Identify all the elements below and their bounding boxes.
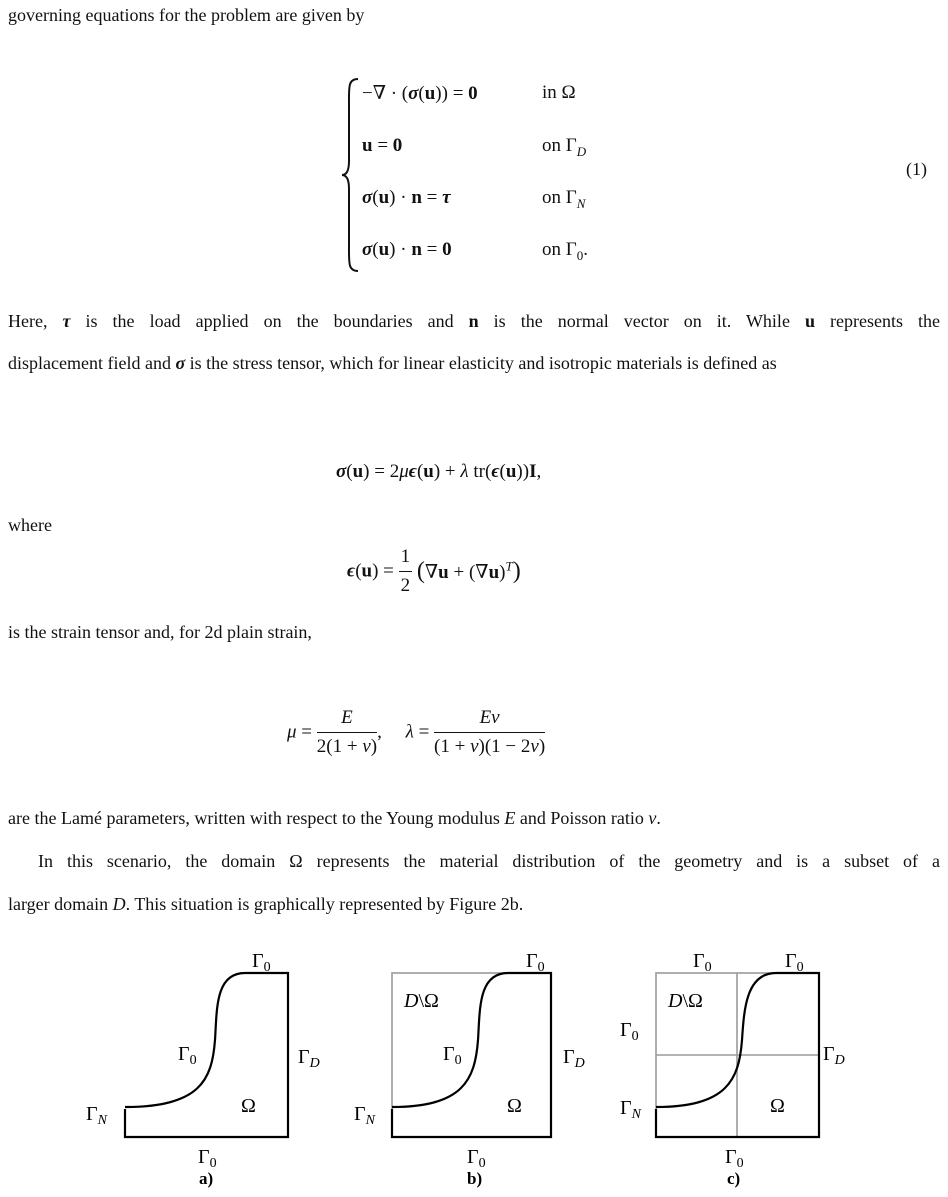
eq-row-2-cond: on $\Gamma_D$ [542, 135, 587, 159]
eq-row-1-cond: in Ω [542, 82, 576, 103]
panel-b-caption: b) [467, 1169, 483, 1188]
panel-b-omega: Ω [507, 1095, 522, 1117]
panel-b-gammaD: $\Gamma_D$ [563, 1046, 585, 1071]
eq-row-3-cond: on $\Gamma_N$ [542, 187, 586, 211]
panel-a-gammaN: $\Gamma_N$ [86, 1103, 107, 1128]
intro-text: governing equations for the problem are given by [8, 5, 365, 25]
panel-c-omega: Ω [770, 1095, 785, 1117]
panel-b-d-minus-omega: D\Ω [404, 990, 439, 1012]
strain-text: is the strain tensor and, for 2d plain strain, [8, 622, 312, 642]
panel-a-gammaD: $\Gamma_D$ [298, 1046, 320, 1071]
left-brace [340, 75, 362, 275]
panel-b [354, 950, 585, 1188]
panel-c-gamma0-left: $\Gamma_0$ [620, 1019, 639, 1044]
panel-c-gamma0-top-right: $\Gamma_0$ [785, 950, 804, 975]
panel-b-gamma0-bottom: $\Gamma_0$ [467, 1146, 486, 1171]
eq-row-2: u = 0 [362, 135, 403, 156]
panel-c-gamma0-bottom: $\Gamma_0$ [725, 1146, 744, 1171]
panel-c-gammaD: $\Gamma_D$ [823, 1043, 845, 1068]
strain-equation: ϵ(u) = $\frac{1}{2}$ $(\nabla u + (\nabla u)^T)$ [347, 546, 521, 596]
panel-a-gamma0-curve: $\Gamma_0$ [178, 1043, 197, 1068]
paragraph-2-line-2: larger domain D. This situation is graphically represented by Figure 2b. [8, 894, 524, 914]
eq-row-1: −∇ · (σ(u)) = 0 [362, 83, 478, 104]
panel-b-gammaN: $\Gamma_N$ [354, 1103, 375, 1128]
panel-a-gamma0-top: $\Gamma_0$ [252, 950, 271, 975]
figure-domains [0, 950, 948, 1190]
panel-a-caption: a) [199, 1169, 214, 1188]
paragraph-1-line-1: Here, τ is the load applied on the boundaries and n is the normal vector on it. While u represents the [8, 311, 940, 331]
lame-equation: μ = $\frac{E}{2(1 + \nu)}$ , λ = $\frac{E\nu}{(1 + \nu)(1 - 2\nu)}$ [287, 707, 546, 757]
eq-row-3: σ(u) · n = τ [362, 187, 451, 208]
panel-a-gamma0-bottom: $\Gamma_0$ [198, 1146, 217, 1171]
paragraph-2-line-1: In this scenario, the domain Ω represents the material distribution of the geometry and is a subset of a [38, 851, 940, 871]
eq-row-4: σ(u) · n = 0 [362, 239, 452, 260]
paragraph-1-line-2: displacement field and σ is the stress tensor, which for linear elasticity and isotropic materials is defined as [8, 353, 777, 373]
panel-c-gammaN: $\Gamma_N$ [620, 1097, 641, 1122]
equation-system [340, 75, 900, 275]
panel-b-gamma0-top: $\Gamma_0$ [526, 950, 545, 975]
panel-c-gamma0-top-left: $\Gamma_0$ [693, 950, 712, 975]
panel-c-d-minus-omega: D\Ω [668, 990, 703, 1012]
panel-a-omega: Ω [241, 1095, 256, 1117]
equation-number: (1) [906, 159, 927, 179]
eq-row-4-cond: on $\Gamma_0$. [542, 239, 588, 263]
panel-a [86, 950, 320, 1188]
where-text: where [8, 515, 52, 535]
panel-b-gamma0-curve: $\Gamma_0$ [443, 1043, 462, 1068]
lame-text: are the Lamé parameters, written with respect to the Young modulus E and Poisson ratio ν. [8, 808, 661, 828]
stress-equation: σ(u) = 2μϵ(u) + λ tr(ϵ(u))I, [336, 461, 542, 482]
panel-c [620, 950, 845, 1188]
panel-a-boundary [125, 973, 288, 1137]
panel-c-caption: c) [727, 1169, 741, 1188]
